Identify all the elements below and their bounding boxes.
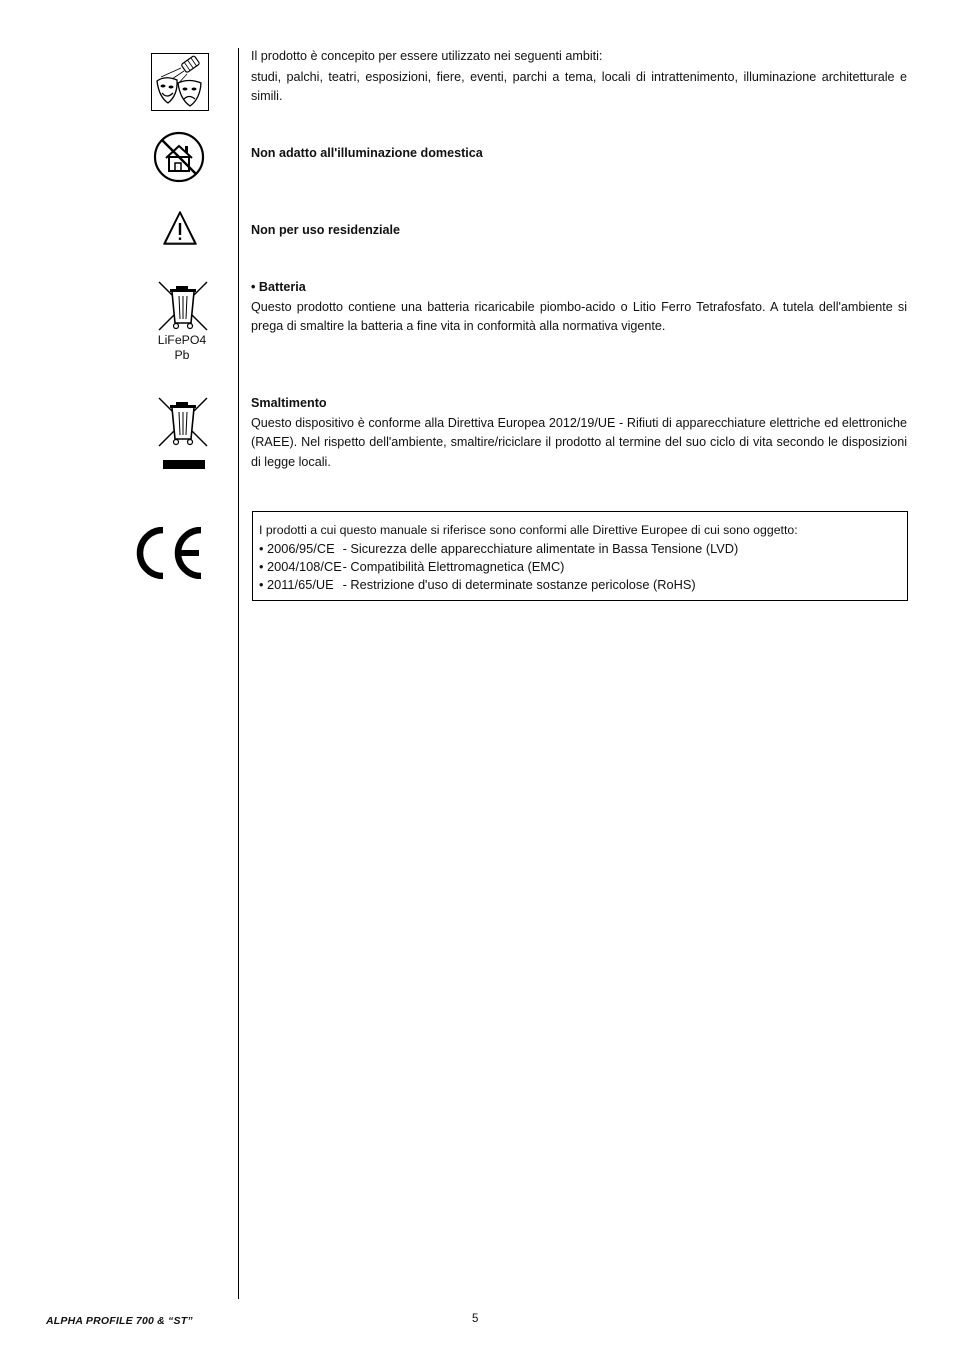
ce-directive-code: • 2011/65/UE — [259, 576, 334, 592]
domestic-section — [251, 144, 907, 164]
ce-directive-row — [259, 540, 901, 558]
battery-heading: • Batteria — [251, 280, 306, 294]
disposal-section — [251, 394, 907, 473]
battery-icon-caption — [150, 333, 214, 363]
ce-intro: I prodotti a cui questo manuale si riferisce sono conformi alle Direttive Europee di cui sono oggetto: — [259, 523, 798, 537]
crossed-bin-battery-icon — [157, 280, 209, 332]
residential-warning: Non per uso residenziale — [251, 223, 401, 237]
footer-product-title: ALPHA PROFILE 700 & “ST” — [46, 1315, 193, 1327]
ce-directive-code: • 2006/95/CE — [259, 540, 335, 556]
footer-page-number: 5 — [472, 1313, 479, 1325]
domestic-warning: Non adatto all'illuminazione domestica — [251, 146, 483, 160]
column-divider — [238, 48, 239, 1299]
disposal-body: Questo dispositivo è conforme alla Direttiva Europea 2012/19/UE - Rifiuti di apparecchiature elettriche ed elettroniche (RAEE). Nel rispetto dell'ambiente, smaltire/riciclare il prodotto al termine del suo ciclo di vita secondo le disposizioni di legge locali. — [251, 415, 907, 470]
warning-triangle-icon — [162, 210, 198, 246]
battery-chem-label-1: LiFePO4 — [157, 333, 207, 347]
ce-mark-icon — [135, 527, 205, 579]
disposal-heading: Smaltimento — [251, 396, 327, 410]
ce-directive-code: • 2004/108/CE — [259, 558, 342, 574]
battery-chem-label-2: Pb — [174, 348, 190, 362]
residential-section — [251, 221, 907, 241]
ce-compliance-box — [252, 511, 908, 601]
ce-directive-row — [259, 558, 901, 576]
ce-directive-row — [259, 576, 901, 594]
usage-section — [251, 47, 907, 107]
theatre-masks-icon — [151, 53, 209, 111]
ce-directive-desc: - Compatibilità Elettromagnetica (EMC) — [342, 558, 565, 574]
weee-crossed-bin-icon — [157, 396, 209, 470]
no-domestic-use-icon — [153, 131, 205, 183]
ce-directive-desc: - Sicurezza delle apparecchiature alimentate in Bassa Tensione (LVD) — [342, 540, 739, 556]
usage-intro: Il prodotto è concepito per essere utilizzato nei seguenti ambiti: — [251, 49, 603, 63]
battery-body: Questo prodotto contiene una batteria ricaricabile piombo-acido o Litio Ferro Tetrafosfato. A tutela dell'ambiente si prega di smaltire la batteria a fine vita in conformità alla normativa vigente. — [251, 299, 907, 334]
ce-directive-desc: - Restrizione d'uso di determinate sostanze pericolose (RoHS) — [342, 576, 696, 592]
usage-list: studi, palchi, teatri, esposizioni, fiere, eventi, parchi a tema, locali di intrattenimento, illuminazione architetturale e simili. — [251, 69, 907, 103]
battery-section — [251, 278, 907, 337]
